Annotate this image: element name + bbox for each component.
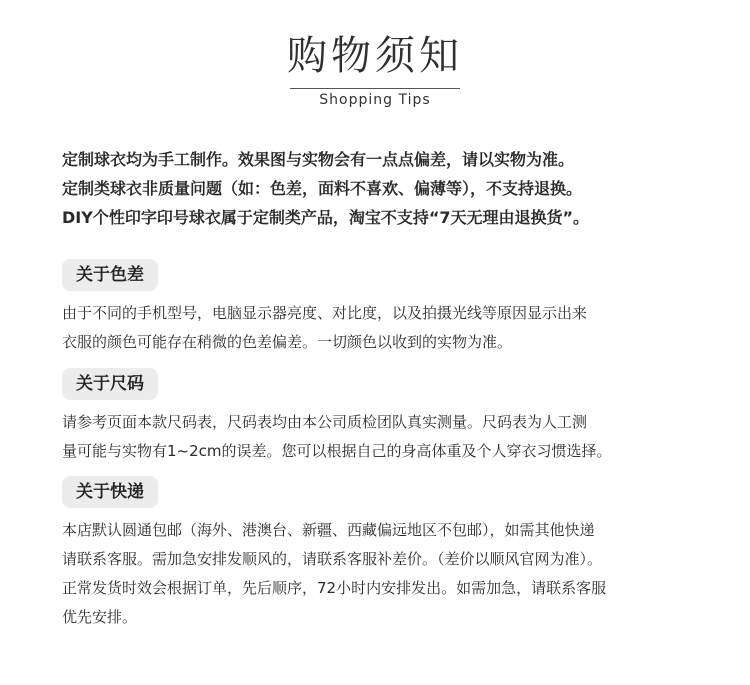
page-subtitle: Shopping Tips [319,92,431,108]
section-body-size [62,408,742,466]
section-shipping [62,476,742,632]
size-line-2: 量可能与实物有1~2cm的误差。您可以根据自己的身高体重及个人穿衣习惯选择。 [62,442,612,460]
section-body-shipping [62,516,742,632]
shipping-line-1: 本店默认圆通包邮（海外、港澳台、新疆、西藏偏远地区不包邮），如需其他快递 [62,521,595,539]
intro-line-1: 定制球衣均为手工制作。效果图与实物会有一点点偏差，请以实物为准。 [62,150,575,169]
section-body-color [62,299,742,357]
intro-line-2: 定制类球衣非质量问题（如：色差，面料不喜欢、偏薄等），不支持退换。 [62,179,583,198]
intro-notice [62,145,742,232]
page-title: 购物须知 [287,33,463,79]
page-header [0,30,750,108]
intro-line-3: DIY个性印字印号球衣属于定制类产品，淘宝不支持“7天无理由退换货”。 [62,208,589,227]
section-heading-size: 关于尺码 [62,368,158,400]
section-heading-color: 关于色差 [62,259,158,291]
section-heading-shipping: 关于快递 [62,476,158,508]
shipping-line-4: 优先安排。 [62,608,138,626]
title-divider [290,88,460,89]
shipping-line-2: 请联系客服。需加急安排发顺风的，请联系客服补差价。（差价以顺风官网为准）。 [62,550,603,568]
color-line-2: 衣服的颜色可能存在稍微的色差偏差。一切颜色以收到的实物为准。 [62,333,513,351]
size-line-1: 请参考页面本款尺码表，尺码表均由本公司质检团队真实测量。尺码表为人工测 [62,413,588,431]
section-color-difference [62,259,742,357]
color-line-1: 由于不同的手机型号，电脑显示器亮度、对比度，以及拍摄光线等原因显示出来 [62,304,588,322]
section-size [62,368,742,466]
shipping-line-3: 正常发货时效会根据订单，先后顺序，72小时内安排发出。如需加急，请联系客服 [62,579,607,597]
